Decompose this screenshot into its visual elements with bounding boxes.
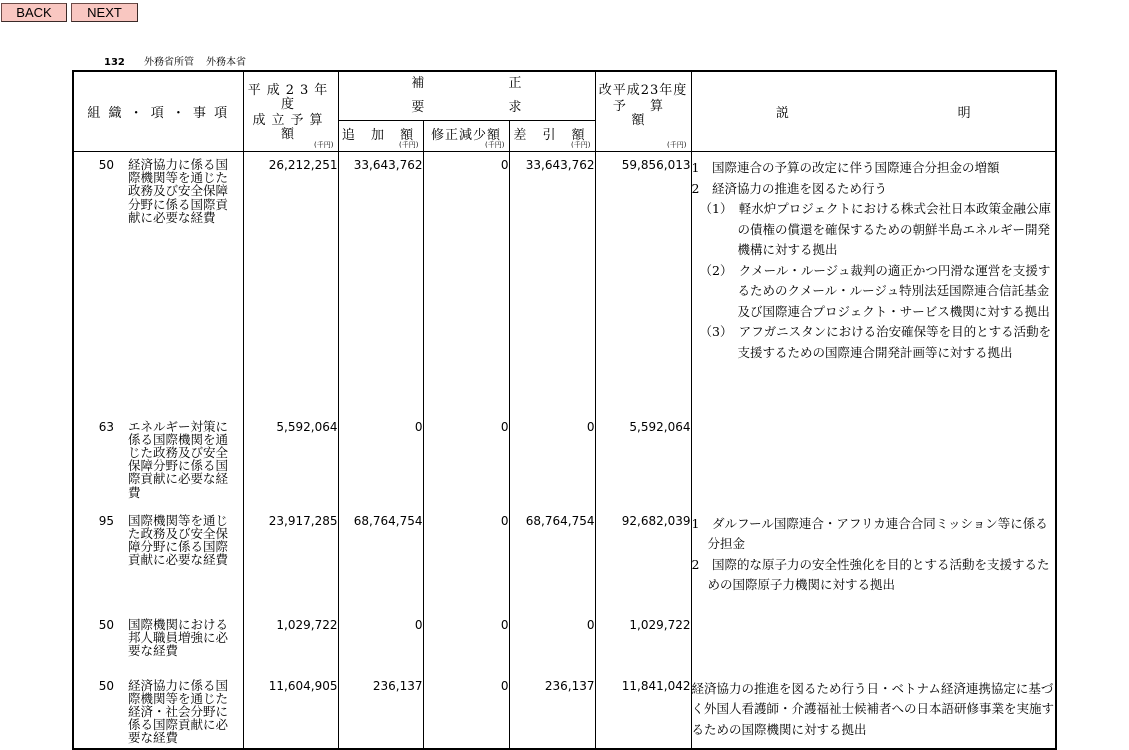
bureau-label: 外務本省 xyxy=(206,57,246,68)
amount-revised: 1,029,722 xyxy=(595,612,691,673)
column-header-add: 追 加 額 (千円) xyxy=(338,121,423,152)
table-row xyxy=(73,152,1056,414)
table-row xyxy=(73,612,1056,673)
item-name: 経済協力に係る国際機関等を通じた政務及び安全保障分野に係る国際貢献に必要な経費 xyxy=(128,157,229,225)
unit-label: (千円) xyxy=(667,141,687,149)
description-line: （3） アフガニスタンにおける治安確保等を目的とする活動を支援するための国際連合開発計画等に対する拠出 xyxy=(699,324,1052,360)
column-header-description: 説 明 xyxy=(691,71,1056,152)
description-line: （2） クメール・ルージュ裁判の適正かつ円滑な運営を支援するためのクメール・ルージュ特別法廷国際連合信託基金及び国際連合プロジェクト・サービス機関に対する拠出 xyxy=(699,262,1051,319)
column-header-original: 平成23年度 成立予算額 (千円) xyxy=(243,71,338,152)
table-row xyxy=(73,414,1056,508)
amount-revised: 11,841,042 xyxy=(595,673,691,749)
description-cell xyxy=(691,673,1056,749)
description-cell xyxy=(691,508,1056,612)
amount-reduce: 0 xyxy=(423,612,509,673)
amount-revised: 59,856,013 xyxy=(595,152,691,414)
amount-add: 33,643,762 xyxy=(338,152,423,414)
amount-reduce: 0 xyxy=(423,152,509,414)
amount-revised: 5,592,064 xyxy=(595,414,691,508)
description-cell xyxy=(691,152,1056,414)
description-line: （1） 軽水炉プロジェクトにおける株式会社日本政策金融公庫の債権の償還を確保するための朝鮮半島エネルギー開発機構に対する拠出 xyxy=(699,201,1051,257)
item-code: 95 xyxy=(98,513,114,528)
column-header-hosei: 補 正 要 求 xyxy=(338,71,595,121)
column-header-org: 組 織 ・ 項 ・ 事 項 xyxy=(73,71,243,152)
description-cell xyxy=(691,414,1056,508)
amount-add: 236,137 xyxy=(338,673,423,749)
amount-original: 1,029,722 xyxy=(243,612,338,673)
amount-diff: 236,137 xyxy=(509,673,595,749)
column-header-reduce: 修正減少額 (千円) xyxy=(423,121,509,152)
item-name: 国際機関等を通じた政務及び安全保障分野に係る国際貢献に必要な経費 xyxy=(128,512,229,568)
item-name: 経済協力に係る国際機関等を通じた経済・社会分野に係る国際貢献に必要な経費 xyxy=(128,677,229,746)
column-header-diff: 差 引 額 (千円) xyxy=(509,121,595,152)
amount-revised: 92,682,039 xyxy=(595,508,691,612)
table-row xyxy=(73,673,1056,749)
description-line: 1 ダルフール国際連合・アフリカ連合合同ミッション等に係る分担金 xyxy=(691,515,1048,551)
page-number: 132 xyxy=(104,57,125,68)
description-cell xyxy=(691,612,1056,673)
budget-table xyxy=(72,70,1057,750)
page-header xyxy=(104,53,246,68)
column-header-revised: 改平成23年度 予 算 額 (千円) xyxy=(595,71,691,152)
amount-original: 23,917,285 xyxy=(243,508,338,612)
item-code: 50 xyxy=(98,158,114,172)
description-line: 経済協力の推進を図るため行う日・ベトナム経済連携協定に基づく外国人看護師・介護福祉士候補者への日本語研修事業を実施するための国際機関に対する拠出 xyxy=(691,680,1055,737)
ministry-label: 外務省所管 xyxy=(144,57,194,68)
item-code: 50 xyxy=(98,678,114,693)
unit-label: (千円) xyxy=(314,141,334,149)
amount-diff: 0 xyxy=(509,612,595,673)
next-button[interactable]: NEXT xyxy=(71,3,138,22)
item-name: 国際機関における邦人職員増強に必要な経費 xyxy=(128,616,229,658)
amount-original: 11,604,905 xyxy=(243,673,338,749)
amount-add: 0 xyxy=(338,612,423,673)
amount-diff: 0 xyxy=(509,414,595,508)
amount-original: 5,592,064 xyxy=(243,414,338,508)
description-line: 2 国際的な原子力の安全性強化を目的とする活動を支援するための国際原子力機関に対する拠出 xyxy=(691,556,1050,592)
description-line: 2 経済協力の推進を図るため行う xyxy=(691,180,887,196)
amount-diff: 33,643,762 xyxy=(509,152,595,414)
unit-label: (千円) xyxy=(571,141,591,149)
amount-reduce: 0 xyxy=(423,673,509,749)
back-button[interactable]: BACK xyxy=(1,3,67,22)
unit-label: (千円) xyxy=(485,141,505,149)
org-cell xyxy=(73,612,243,673)
amount-reduce: 0 xyxy=(423,508,509,612)
item-code: 50 xyxy=(98,617,114,632)
table-row xyxy=(73,508,1056,612)
item-name: エネルギー対策に係る国際機関を通じた政務及び安全保障分野に係る国際貢献に必要な経費 xyxy=(128,418,229,500)
amount-original: 26,212,251 xyxy=(243,152,338,414)
amount-diff: 68,764,754 xyxy=(509,508,595,612)
org-cell xyxy=(73,414,243,508)
amount-add: 0 xyxy=(338,414,423,508)
description-line: 1 国際連合の予算の改定に伴う国際連合分担金の増額 xyxy=(691,160,1000,175)
org-cell xyxy=(73,152,243,414)
amount-add: 68,764,754 xyxy=(338,508,423,612)
amount-reduce: 0 xyxy=(423,414,509,508)
item-code: 63 xyxy=(98,419,114,434)
unit-label: (千円) xyxy=(399,141,419,149)
org-cell xyxy=(73,673,243,749)
org-cell xyxy=(73,508,243,612)
